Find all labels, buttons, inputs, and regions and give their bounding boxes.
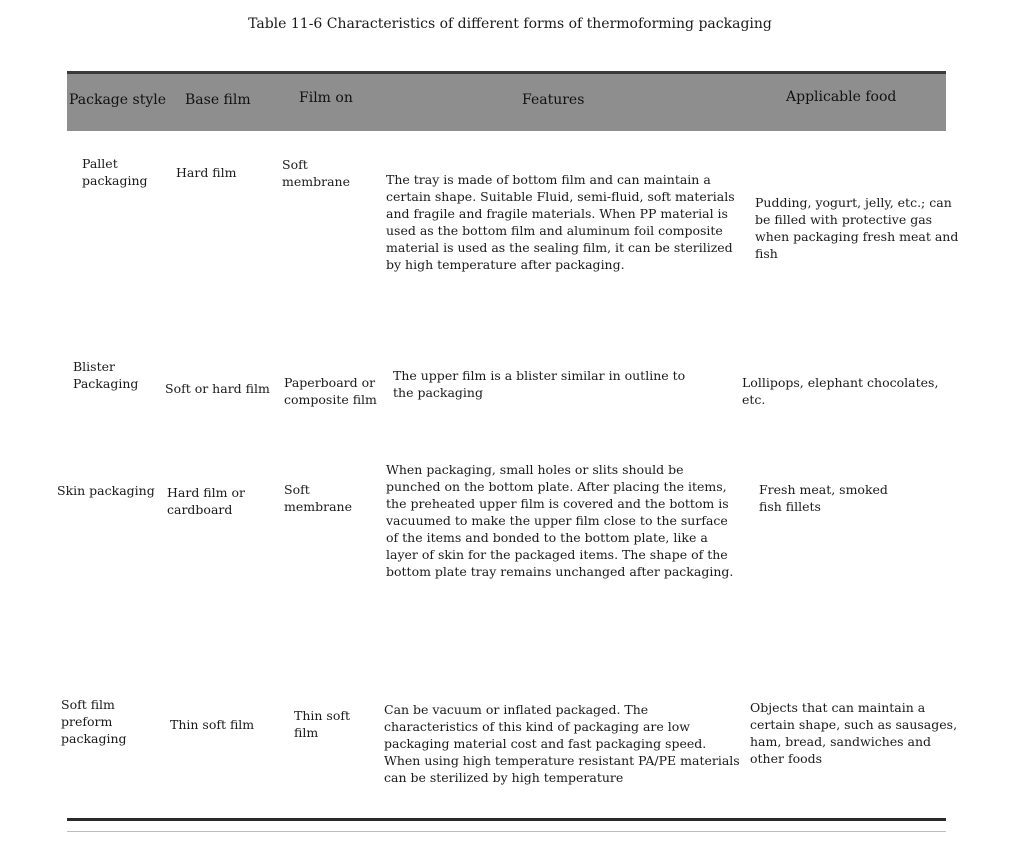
row1-package-style: Pallet packaging <box>82 156 148 188</box>
row3-applicable-food: Fresh meat, smoked fish fillets <box>759 482 888 514</box>
row3-film-on: Soft membrane <box>284 482 352 514</box>
row1-film-on: Soft membrane <box>282 157 350 189</box>
row4-applicable-food: Objects that can maintain a certain shape, such as sausages, ham, bread, sandwiches and other foods <box>750 700 958 766</box>
row1-applicable-food: Pudding, yogurt, jelly, etc.; can be filled with protective gas when packaging fresh meat and fish <box>755 195 959 261</box>
header-film-on: Film on <box>299 90 353 106</box>
row1-features: The tray is made of bottom film and can maintain a certain shape. Suitable Fluid, semi-fluid, soft materials and fragile and fragile materials. When PP material is used as the bottom film and aluminum foil composite material is used as the sealing film, it can be sterilized by high temperature after packaging. <box>386 172 735 272</box>
header-base-film: Base film <box>185 92 251 108</box>
row1-base-film: Hard film <box>176 165 237 180</box>
row2-applicable-food: Lollipops, elephant chocolates, etc. <box>742 375 939 407</box>
row3-base-film: Hard film or cardboard <box>167 485 245 517</box>
table-bottom-rule <box>67 818 946 821</box>
row4-features: Can be vacuum or inflated packaged. The characteristics of this kind of packaging are low packaging material cost and fast packaging speed. When using high temperature resistant PA/PE materials can be sterilized by high temperature <box>384 702 740 785</box>
row2-package-style: Blister Packaging <box>73 359 139 391</box>
row3-package-style: Skin packaging <box>57 483 155 498</box>
header-applicable-food: Applicable food <box>786 89 897 105</box>
row4-base-film: Thin soft film <box>170 717 255 732</box>
row4-package-style: Soft film preform packaging <box>61 697 127 746</box>
row4-film-on: Thin soft film <box>294 708 350 740</box>
header-features: Features <box>522 92 585 108</box>
table-bottom-rule-thin <box>67 831 946 832</box>
row3-features: When packaging, small holes or slits should be punched on the bottom plate. After placing the items, the preheated upper film is covered and the bottom is vacuumed to make the upper film close to the surface of the items and bonded to the bottom plate, like a layer of skin for the packaged items. The shape of the bottom plate tray remains unchanged after packaging. <box>386 462 734 579</box>
header-package-style: Package style <box>69 92 166 108</box>
row2-features: The upper film is a blister similar in outline to the packaging <box>393 368 686 400</box>
row2-film-on: Paperboard or composite film <box>284 375 377 407</box>
row2-base-film: Soft or hard film <box>165 381 270 396</box>
table-title: Table 11-6 Characteristics of different forms of thermoforming packaging <box>248 16 772 32</box>
